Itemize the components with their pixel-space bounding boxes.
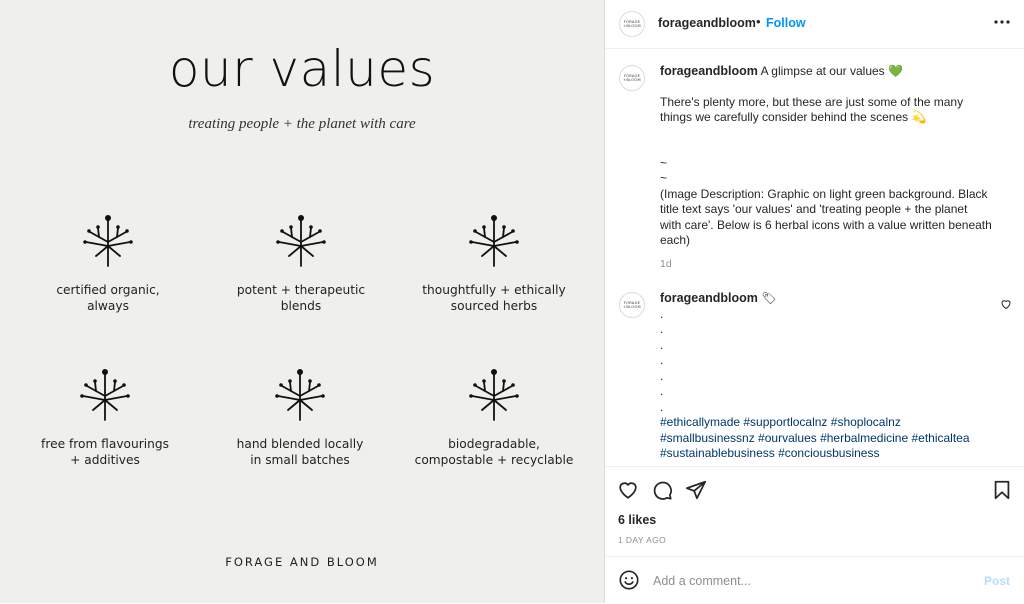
- emoji-icon[interactable]: [618, 569, 640, 591]
- herb-icon: [466, 212, 522, 268]
- image-brand-footer: FORAGE AND BLOOM: [225, 555, 379, 569]
- header-separator: •: [756, 14, 761, 29]
- post-time-ago[interactable]: 1 DAY AGO: [618, 535, 667, 545]
- herb-icon: [77, 366, 133, 422]
- image-title: our values: [168, 40, 436, 98]
- like-comment-heart-icon[interactable]: [1000, 298, 1012, 310]
- herb-icon: [80, 212, 136, 268]
- value-label: free from flavourings + additives: [41, 437, 169, 467]
- value-item: [8, 212, 208, 314]
- value-item: [201, 212, 401, 314]
- value-item: [5, 366, 205, 468]
- post-header: [605, 0, 1024, 49]
- value-label: thoughtfully + ethically sourced herbs: [422, 283, 566, 313]
- follow-button[interactable]: Follow: [766, 16, 806, 30]
- hashtags[interactable]: #sustainablebusiness #conciousbusiness: [660, 446, 880, 460]
- comments-area[interactable]: [605, 48, 1024, 466]
- hashtags[interactable]: #ethicallymade #supportlocalnz #shoplocalnz: [660, 415, 901, 429]
- comment-username[interactable]: forageandbloom: [660, 291, 758, 305]
- comment-avatar[interactable]: FORAGE +BLOOM: [619, 292, 645, 318]
- add-comment-bar: [605, 556, 1024, 604]
- save-bookmark-icon[interactable]: [991, 479, 1013, 501]
- comment-input[interactable]: [651, 568, 975, 594]
- herb-icon: [273, 212, 329, 268]
- avatar[interactable]: FORAGE +BLOOM: [619, 11, 645, 37]
- caption-text: forageandbloom A glimpse at our values 💚 There's plenty more, but these are just some of the many things we carefully consider behind the scenes 💫 ~ ~ (Image Description: Graphic on light green background. Black title text says 'our values' and 'treating people + the planet with care'. Below is 6 herbal icons with a value written beneath each): [660, 64, 992, 247]
- caption-avatar[interactable]: FORAGE +BLOOM: [619, 65, 645, 91]
- caption-username[interactable]: forageandbloom: [660, 64, 758, 78]
- image-subtitle: treating people + the planet with care: [188, 116, 416, 132]
- post-side-panel: [604, 0, 1024, 603]
- value-label: biodegradable, compostable + recyclable: [414, 437, 574, 467]
- post-comment-button[interactable]: Post: [983, 574, 1010, 588]
- value-item: [200, 366, 400, 468]
- value-item: [394, 212, 594, 314]
- herb-icon: [272, 366, 328, 422]
- value-label: potent + therapeutic blends: [236, 283, 366, 313]
- comment-text: forageandbloom 🏷 . . . . . . . #ethicallymade #supportlocalnz #shoplocalnz #smallbusinessnz #ourvalues #herbalmedicine #ethicaltea #sustainablebusiness #conciousbusiness: [660, 291, 1010, 462]
- post-actions: [605, 466, 1024, 557]
- likes-count[interactable]: 6 likes: [618, 513, 657, 527]
- hashtags[interactable]: #smallbusinessnz #ourvalues #herbalmedicine #ethicaltea: [660, 430, 970, 445]
- share-paper-plane-icon[interactable]: [685, 479, 707, 501]
- header-username[interactable]: forageandbloom: [658, 16, 756, 30]
- comment-bubble-icon[interactable]: [651, 479, 673, 501]
- caption-time[interactable]: 1d: [660, 258, 672, 270]
- value-label: hand blended locally in small batches: [236, 437, 364, 467]
- herb-icon: [466, 366, 522, 422]
- value-label: certified organic, always: [56, 283, 160, 313]
- value-item: [394, 366, 594, 468]
- like-heart-icon[interactable]: [617, 479, 639, 501]
- more-options-icon[interactable]: [992, 12, 1012, 32]
